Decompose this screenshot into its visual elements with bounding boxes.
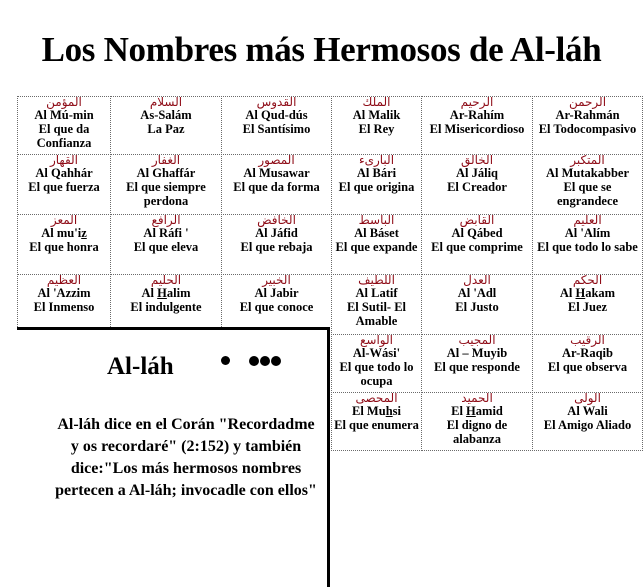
arabic-name: الحكم [572,274,603,287]
transliteration: Al Jáfid [255,226,298,240]
arabic-name: الرقيب [570,334,605,347]
meaning: El que rebaja [240,240,313,254]
arabic-name: الحليم [150,274,182,287]
transliteration: Al 'Adl [457,286,497,300]
arabic-name: العليم [573,214,602,227]
arabic-name: السلام [149,96,183,109]
transliteration: Ar-Rahmán [555,108,620,122]
arabic-name: اللطيف [358,274,395,287]
meaning: El Sutil- El Amable [346,300,407,328]
meaning: El que origina [338,180,415,194]
transliteration: Ar-Rahím [449,108,505,122]
meaning: El que todo lo ocupa [339,360,414,388]
arabic-name: القدوس [256,96,297,109]
transliteration: Al Ráfi ' [143,226,189,240]
transliteration: Al 'Azzim [37,286,91,300]
transliteration: Al Wali [567,404,608,418]
meaning: El Justo [455,300,499,314]
meaning: El que da Confianza [36,122,92,150]
meaning: El que enumera [334,418,419,432]
arabic-name: الحميد [461,392,493,405]
name-cell [532,214,643,275]
arabic-name: الخالق [460,154,494,167]
meaning: El Todocompasivo [538,122,637,136]
transliteration: Al Latif [355,286,398,300]
name-cell [17,274,111,335]
arabic-name: الرحيم [460,96,494,109]
meaning: El Amigo Aliado [543,418,632,432]
transliteration: Al Qábed [451,226,503,240]
arabic-name: الخبير [262,274,291,287]
arabic-name: الغفار [151,154,181,167]
name-cell [110,154,222,215]
meaning: El que se engrandece [556,180,619,208]
name-cell [532,274,643,335]
transliteration: As-Salám [140,108,192,122]
name-cell [110,274,222,335]
three-dots-icon [249,356,283,366]
transliteration: Al Jáliq [455,166,499,180]
arabic-name: الولى [574,392,601,405]
transliteration: Al Jabir [254,286,299,300]
meaning: El que honra [29,240,99,254]
name-cell [421,392,533,451]
transliteration: Al Malik [352,108,401,122]
name-cell [421,154,533,215]
name-cell [421,96,533,155]
meaning: El Inmenso [33,300,95,314]
transliteration: Al Mutakabber [546,166,629,180]
transliteration: Al – Muyib [446,346,508,360]
arabic-name: القابض [459,214,495,227]
transliteration: Al Bári [356,166,397,180]
name-cell [221,154,332,215]
name-cell [331,214,422,275]
meaning: El Juez [567,300,608,314]
transliteration: Al mu'iz [41,226,87,240]
name-cell [532,154,643,215]
name-cell [17,96,111,155]
name-cell [331,334,422,393]
page-title: Los Nombres más Hermosos de Al-láh [41,30,602,69]
meaning: El Misericordioso [429,122,525,136]
transliteration: Al-Wási' [352,346,401,360]
name-cell [17,214,111,275]
meaning: El que expande [335,240,418,254]
meaning: El que eleva [133,240,199,254]
name-cell [17,154,111,215]
arabic-name: العظيم [46,274,82,287]
arabic-name: العدل [463,274,491,287]
meaning: El que fuerza [28,180,100,194]
arabic-name: الباسط [358,214,395,227]
arabic-name: المتكبر [570,154,605,167]
arabic-name: المجيب [458,334,496,347]
meaning: El que siempre perdona [126,180,206,208]
arabic-name: المصور [258,154,295,167]
name-cell [421,334,533,393]
arabic-name: الرافع [151,214,181,227]
name-cell [532,392,643,451]
arabic-name: الملك [362,96,391,109]
name-cell [221,214,332,275]
transliteration: Al Qud-dús [245,108,308,122]
meaning: El Santísimo [242,122,311,136]
arabic-name: البارىء [358,154,395,167]
transliteration: Al Báset [354,226,399,240]
bullet-dot-icon [221,356,230,365]
name-cell [110,214,222,275]
name-cell [331,274,422,335]
name-cell [221,274,332,335]
name-cell [221,96,332,155]
panel-title: Al-láh [107,353,174,380]
meaning: El que todo lo sabe [537,240,638,254]
arabic-name: الخافض [257,214,296,227]
name-cell [110,96,222,155]
transliteration: Ar-Raqib [562,346,613,360]
panel-quote: Al-láh dice en el Corán "Recordadme y os recordaré" (2:152) y también dice:"Los más hermosos nombres pertecen a Al-láh; invocadle con ellos" [55,416,317,499]
arabic-name: المعز [50,214,78,227]
name-cell [331,392,422,451]
arabic-name: المحصى [355,392,398,405]
arabic-name: المؤمن [46,96,82,109]
transliteration: Al Hakam [559,286,616,300]
meaning: El que observa [547,360,628,374]
name-cell [532,96,643,155]
meaning: El que comprime [431,240,523,254]
transliteration: El Hamid [451,404,503,418]
meaning: El que da forma [233,180,320,194]
arabic-name: الرحمن [568,96,607,109]
name-cell [532,334,643,393]
name-cell [331,96,422,155]
meaning: El que responde [434,360,520,374]
transliteration: El Muhsi [352,404,401,418]
meaning: El digno de alabanza [446,418,508,446]
transliteration: Al Qahhár [35,166,93,180]
meaning: El indulgente [130,300,202,314]
transliteration: Al Mú-min [34,108,94,122]
transliteration: Al 'Alím [564,226,611,240]
meaning: La Paz [147,122,185,136]
name-cell [421,274,533,335]
transliteration: Al Musawar [243,166,310,180]
allah-panel [17,327,330,587]
arabic-name: القهار [49,154,79,167]
transliteration: Al Halim [141,286,191,300]
transliteration: Al Ghaffár [136,166,196,180]
meaning: El Creador [447,180,507,194]
name-cell [331,154,422,215]
meaning: El que conoce [239,300,314,314]
name-cell [421,214,533,275]
meaning: El Rey [358,122,395,136]
arabic-name: الواسع [360,334,393,347]
